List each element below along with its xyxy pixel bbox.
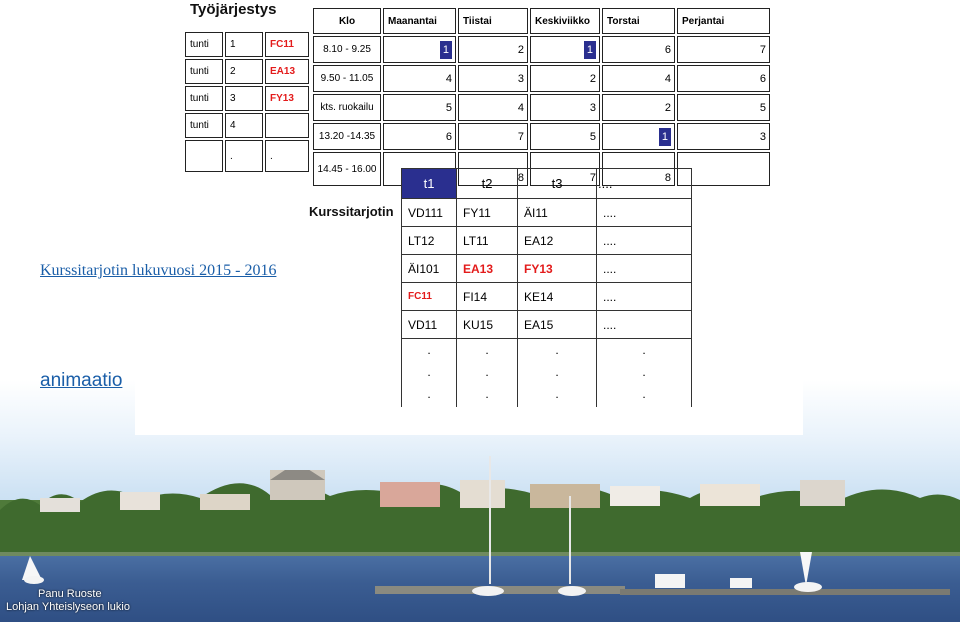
course-header xyxy=(402,169,692,199)
ellipsis-cell: . . . xyxy=(597,339,692,408)
day-cell: 3 xyxy=(530,94,600,121)
course-cell[interactable]: KE14 xyxy=(518,283,597,311)
ellipsis-cell: . . . xyxy=(457,339,518,408)
course-cell[interactable]: VD11 xyxy=(402,311,457,339)
course-row xyxy=(402,311,692,339)
time-cell: 8.10 - 9.25 xyxy=(313,36,381,63)
day-cell: 2 xyxy=(458,36,528,63)
boats-and-pier xyxy=(0,456,960,622)
day-cell: 4 xyxy=(602,65,675,92)
credit-school: Lohjan Yhteislyseon lukio xyxy=(6,601,130,613)
course-row xyxy=(402,227,692,255)
header-day: Torstai xyxy=(602,8,675,34)
course-cell-selected[interactable]: FC11 xyxy=(402,283,457,311)
lesson-number: 4 xyxy=(225,113,263,138)
header-day: Tiistai xyxy=(458,8,528,34)
selected-mark: 1 xyxy=(440,41,452,59)
course-cell: .... xyxy=(597,311,692,339)
day-cell: 4 xyxy=(458,94,528,121)
course-row xyxy=(402,283,692,311)
time-cell: 9.50 - 11.05 xyxy=(313,65,381,92)
day-cell: 6 xyxy=(383,123,456,150)
course-cell[interactable]: LT12 xyxy=(402,227,457,255)
lesson-course: FY13 xyxy=(265,86,309,111)
course-cell[interactable]: EA12 xyxy=(518,227,597,255)
lesson-row xyxy=(185,32,309,57)
day-cell: 2 xyxy=(530,65,600,92)
course-grid xyxy=(401,168,692,407)
lesson-course: EA13 xyxy=(265,59,309,84)
day-cell xyxy=(530,36,600,63)
day-cell: 3 xyxy=(458,65,528,92)
day-cell: 2 xyxy=(602,94,675,121)
period-header: t1 xyxy=(402,169,457,199)
course-row xyxy=(402,199,692,227)
lesson-row xyxy=(185,140,309,172)
photo-credit xyxy=(6,588,130,614)
day-cell: 5 xyxy=(677,94,770,121)
period-header: t2 xyxy=(457,169,518,199)
credit-author: Panu Ruoste xyxy=(38,588,102,600)
time-cell: 13.20 -14.35 xyxy=(313,123,381,150)
lesson-number: 3 xyxy=(225,86,263,111)
lesson-course: . xyxy=(265,140,309,172)
lesson-label: tunti xyxy=(185,32,223,57)
schedule-row xyxy=(313,94,770,121)
lesson-label: tunti xyxy=(185,113,223,138)
day-cell: 6 xyxy=(602,36,675,63)
day-cell: 8 xyxy=(458,152,528,186)
lesson-label: tunti xyxy=(185,86,223,111)
course-row xyxy=(402,255,692,283)
day-cell xyxy=(602,123,675,150)
schedule-row xyxy=(313,65,770,92)
lesson-label xyxy=(185,140,223,172)
selected-mark: 1 xyxy=(584,41,596,59)
course-cell[interactable]: LT11 xyxy=(457,227,518,255)
day-cell: 7 xyxy=(677,36,770,63)
day-cell: 7 xyxy=(458,123,528,150)
day-cell: 6 xyxy=(677,65,770,92)
course-cell[interactable]: VD111 xyxy=(402,199,457,227)
selected-mark: 1 xyxy=(659,128,671,146)
lesson-course: FC11 xyxy=(265,32,309,57)
header-day: Maanantai xyxy=(383,8,456,34)
day-cell: 7 xyxy=(530,152,600,186)
lesson-row xyxy=(185,59,309,84)
course-cell: .... xyxy=(597,255,692,283)
header-day: Perjantai xyxy=(677,8,770,34)
animaatio-link[interactable]: animaatio xyxy=(40,370,123,391)
day-cell: 3 xyxy=(677,123,770,150)
ellipsis-cell: . . . xyxy=(518,339,597,408)
header-day: Keskiviikko xyxy=(530,8,600,34)
lesson-number: 2 xyxy=(225,59,263,84)
course-cell[interactable]: FY11 xyxy=(457,199,518,227)
course-cell[interactable]: FI14 xyxy=(457,283,518,311)
course-row-ellipsis xyxy=(402,339,692,408)
day-cell: 5 xyxy=(383,94,456,121)
lesson-number: 1 xyxy=(225,32,263,57)
ellipsis-cell: . . . xyxy=(402,339,457,408)
lesson-label: tunti xyxy=(185,59,223,84)
lesson-course xyxy=(265,113,309,138)
lesson-number: . xyxy=(225,140,263,172)
time-cell: 14.45 - 16.00 xyxy=(313,152,381,186)
title-link[interactable]: Kurssitarjotin lukuvuosi 2015 - 2016 xyxy=(40,262,277,279)
schedule-row xyxy=(313,123,770,150)
schedule-table xyxy=(311,6,772,188)
day-cell xyxy=(383,36,456,63)
schedule-header xyxy=(313,8,770,34)
course-cell: .... xyxy=(597,283,692,311)
time-cell: kts. ruokailu xyxy=(313,94,381,121)
course-cell[interactable]: EA15 xyxy=(518,311,597,339)
course-cell[interactable]: ÄI101 xyxy=(402,255,457,283)
course-cell-selected[interactable]: EA13 xyxy=(457,255,518,283)
day-cell: 4 xyxy=(383,65,456,92)
schedule-row xyxy=(313,36,770,63)
lesson-row xyxy=(185,86,309,111)
course-cell[interactable]: ÄI11 xyxy=(518,199,597,227)
day-cell: 5 xyxy=(530,123,600,150)
period-header: t3 xyxy=(518,169,597,199)
course-cell: .... xyxy=(597,227,692,255)
lesson-list xyxy=(183,30,311,174)
header-klo: Klo xyxy=(313,8,381,34)
schedule-title: Työjärjestys xyxy=(190,1,277,18)
period-header: .... xyxy=(597,169,692,199)
kurssitarjotin-label: Kurssitarjotin xyxy=(309,204,394,219)
course-cell[interactable]: KU15 xyxy=(457,311,518,339)
course-cell: .... xyxy=(597,199,692,227)
course-cell-selected[interactable]: FY13 xyxy=(518,255,597,283)
lesson-row xyxy=(185,113,309,138)
day-cell: 8 xyxy=(602,152,675,186)
